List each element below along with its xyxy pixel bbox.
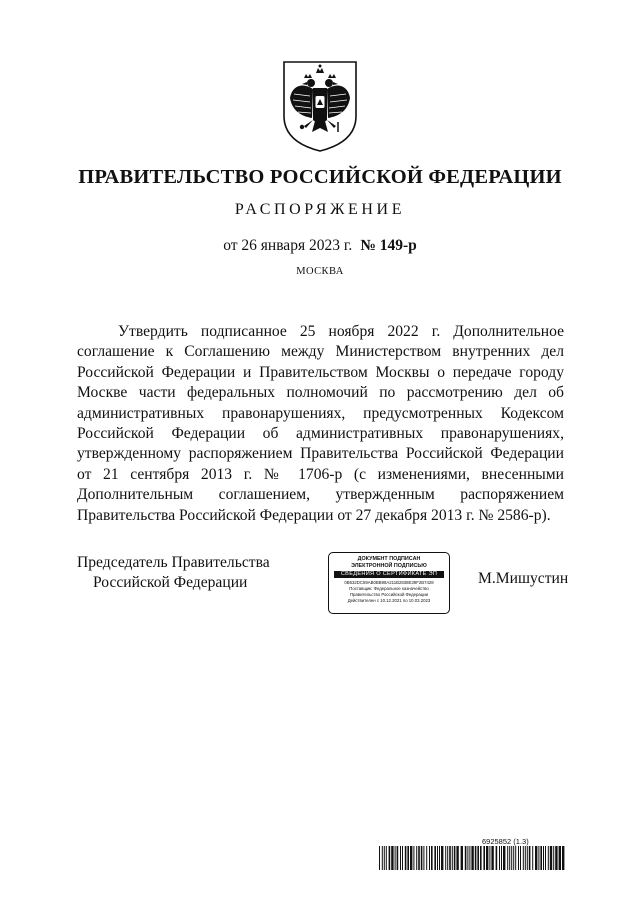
signatory-position-line1: Председатель Правительства	[77, 554, 270, 571]
coat-of-arms-icon	[280, 58, 360, 154]
signatory-position-line2: Российской Федерации	[93, 574, 248, 591]
document-date-line	[0, 237, 640, 255]
barcode-number: 6925852 (1.3)	[482, 837, 529, 846]
electronic-signature-stamp	[328, 552, 450, 614]
stamp-owner: Правительство Российской Федерации	[349, 592, 429, 598]
body-paragraph: Утвердить подписанное 25 ноября 2022 г. Дополнительное соглашение к Соглашению между Министерством внутренних дел Российской Федерации и Правительством Москвы о передаче городу Москве части федеральных полномочий по рассмотрению дел об административных правонарушениях, предусмотренных Кодексом Российской Федерации об административных правонарушениях, утвержденному распоряжением Правительства Российской Федерации от 21 сентября 2013 г. № 1706-р (с изменениями, внесенными Дополнительным соглашением, утвержденным распоряжением Правительства Российской Федерации от 27 декабря 2013 г. № 2586-р).	[77, 323, 564, 524]
document-number: № 149-р	[360, 237, 417, 254]
stamp-issuer: Поставщик: Федеральное казначейство	[349, 586, 429, 592]
government-title: ПРАВИТЕЛЬСТВО РОССИЙСКОЙ ФЕДЕРАЦИИ	[78, 166, 562, 188]
stamp-line2: ЭЛЕКТРОННОЙ ПОДПИСЬЮ	[351, 562, 427, 569]
barcode-icon	[379, 846, 565, 870]
document-city: МОСКВА	[296, 266, 344, 277]
document-type: РАСПОРЯЖЕНИЕ	[234, 201, 406, 218]
stamp-validity: Действителен с 10.12.2021 по 10.03.2023	[347, 598, 431, 604]
signatory-name: М.Мишустин	[478, 570, 569, 587]
document-date: от 26 января 2023 г.	[223, 237, 353, 254]
stamp-line1: ДОКУМЕНТ ПОДПИСАН	[357, 556, 421, 562]
stamp-serial: 0B632DC59AB0BB98A211B2838E39F2B7428	[344, 580, 434, 586]
signatory-position	[77, 553, 270, 593]
stamp-certificate-bar: СВЕДЕНИЯ О СЕРТИФИКАТЕ ЭП	[334, 571, 444, 579]
